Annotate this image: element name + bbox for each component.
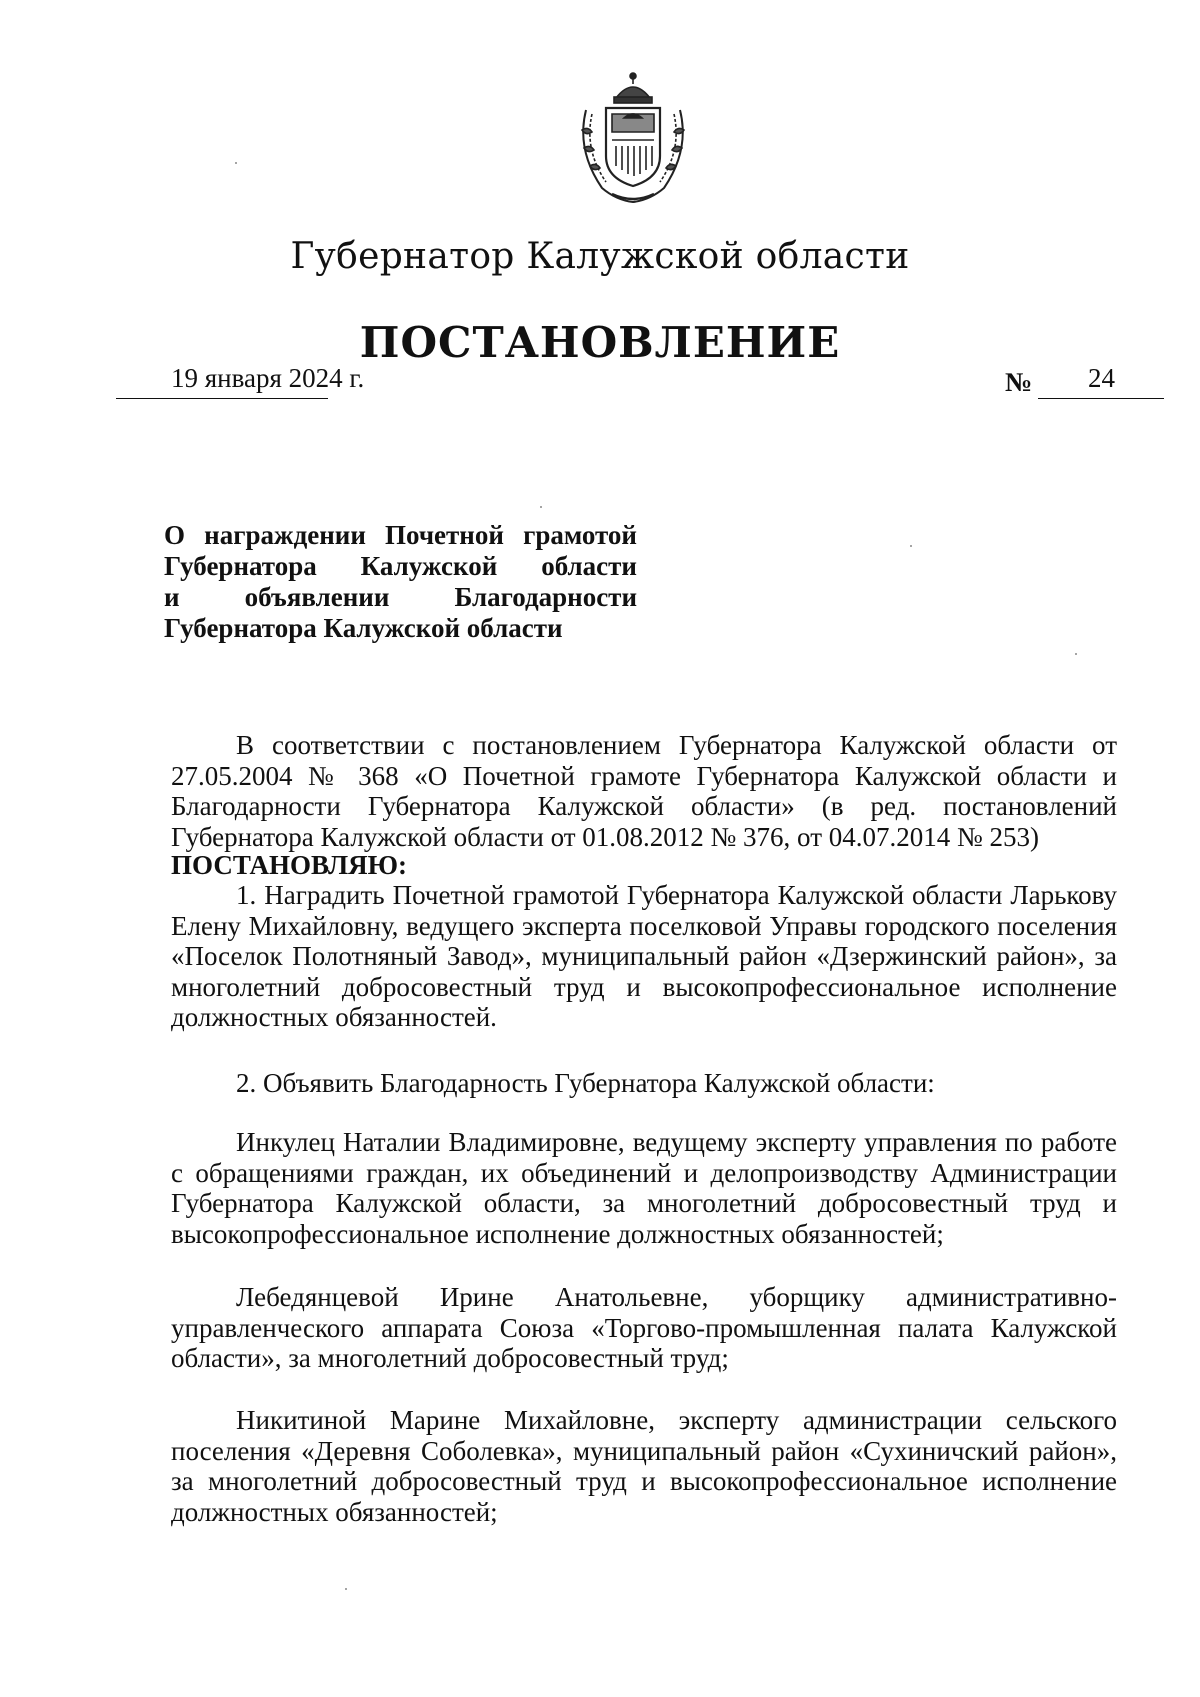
item-1-paragraph [171, 880, 1117, 1033]
scan-speck [1075, 653, 1077, 655]
coat-of-arms-emblem [572, 70, 694, 206]
recipient-text: Инкулец Наталии Владимировне, ведущему эксперту управления по работе с обращениями граждан, их объединений и делопроизводству Администрации Губернатора Калужской области, за многолетний добросовестный труд и высокопрофессиональное исполнение должностных обязанностей; [171, 1127, 1117, 1249]
subject-line: Губернатора Калужской области [164, 613, 563, 643]
scan-speck [345, 1588, 347, 1590]
legal-basis-text: В соответствии с постановлением Губернатора Калужской области от 27.05.2004 № 368 «О Почетной грамоте Губернатора Калужской области и Благодарности Губернатора Калужской области» (в ред. постановлений Губернатора Калужской области от 01.08.2012 № 376, от 04.07.2014 № 253) [171, 730, 1117, 852]
scan-speck [540, 506, 542, 508]
issuing-authority: Губернатор Калужской области [290, 236, 910, 277]
scan-speck [235, 162, 237, 164]
document-subject [164, 520, 637, 644]
scan-speck [910, 545, 912, 547]
item-2-text: 2. Объявить Благодарность Губернатора Калужской области: [236, 1068, 935, 1098]
item-2-paragraph [171, 1068, 1117, 1099]
number-sign: № [1005, 367, 1033, 397]
decree-text: ПОСТАНОВЛЯЮ: [171, 850, 407, 880]
document-date: 19 января 2024 г. [171, 363, 365, 393]
recipient-text: Никитиной Марине Михайловне, эксперту администрации сельского поселения «Деревня Соболевка», муниципальный район «Сухиничский район», за многолетний добросовестный труд и высокопрофессиональное исполнение должностных обязанностей; [171, 1405, 1117, 1527]
subject-line: Губернатора Калужской области [164, 551, 637, 581]
subject-line: О награждении Почетной грамотой [164, 520, 637, 550]
recipient-paragraph [171, 1282, 1117, 1374]
recipient-text: Лебедянцевой Ирине Анатольевне, уборщику административно-управленческого аппарата Союза «Торгово-промышленная палата Калужской области», за многолетний добросовестный труд; [171, 1282, 1117, 1373]
document-type-title: ПОСТАНОВЛЕНИЕ [359, 318, 841, 367]
recipient-paragraph [171, 1127, 1117, 1249]
decree-word [171, 850, 1117, 881]
recipient-paragraph [171, 1405, 1117, 1527]
legal-basis-paragraph [171, 730, 1117, 852]
item-1-text: 1. Наградить Почетной грамотой Губернатора Калужской области Ларькову Елену Михайловну, ведущего эксперта поселковой Управы городского поселения «Поселок Полотняный Завод», муниципальный район «Дзержинский район», за многолетний добросовестный труд и высокопрофессиональное исполнение должностных обязанностей. [171, 880, 1117, 1032]
number-underline [1038, 398, 1164, 399]
subject-line: и объявлении Благодарности [164, 582, 637, 612]
date-underline [116, 398, 328, 399]
document-number: 24 [1088, 363, 1115, 393]
